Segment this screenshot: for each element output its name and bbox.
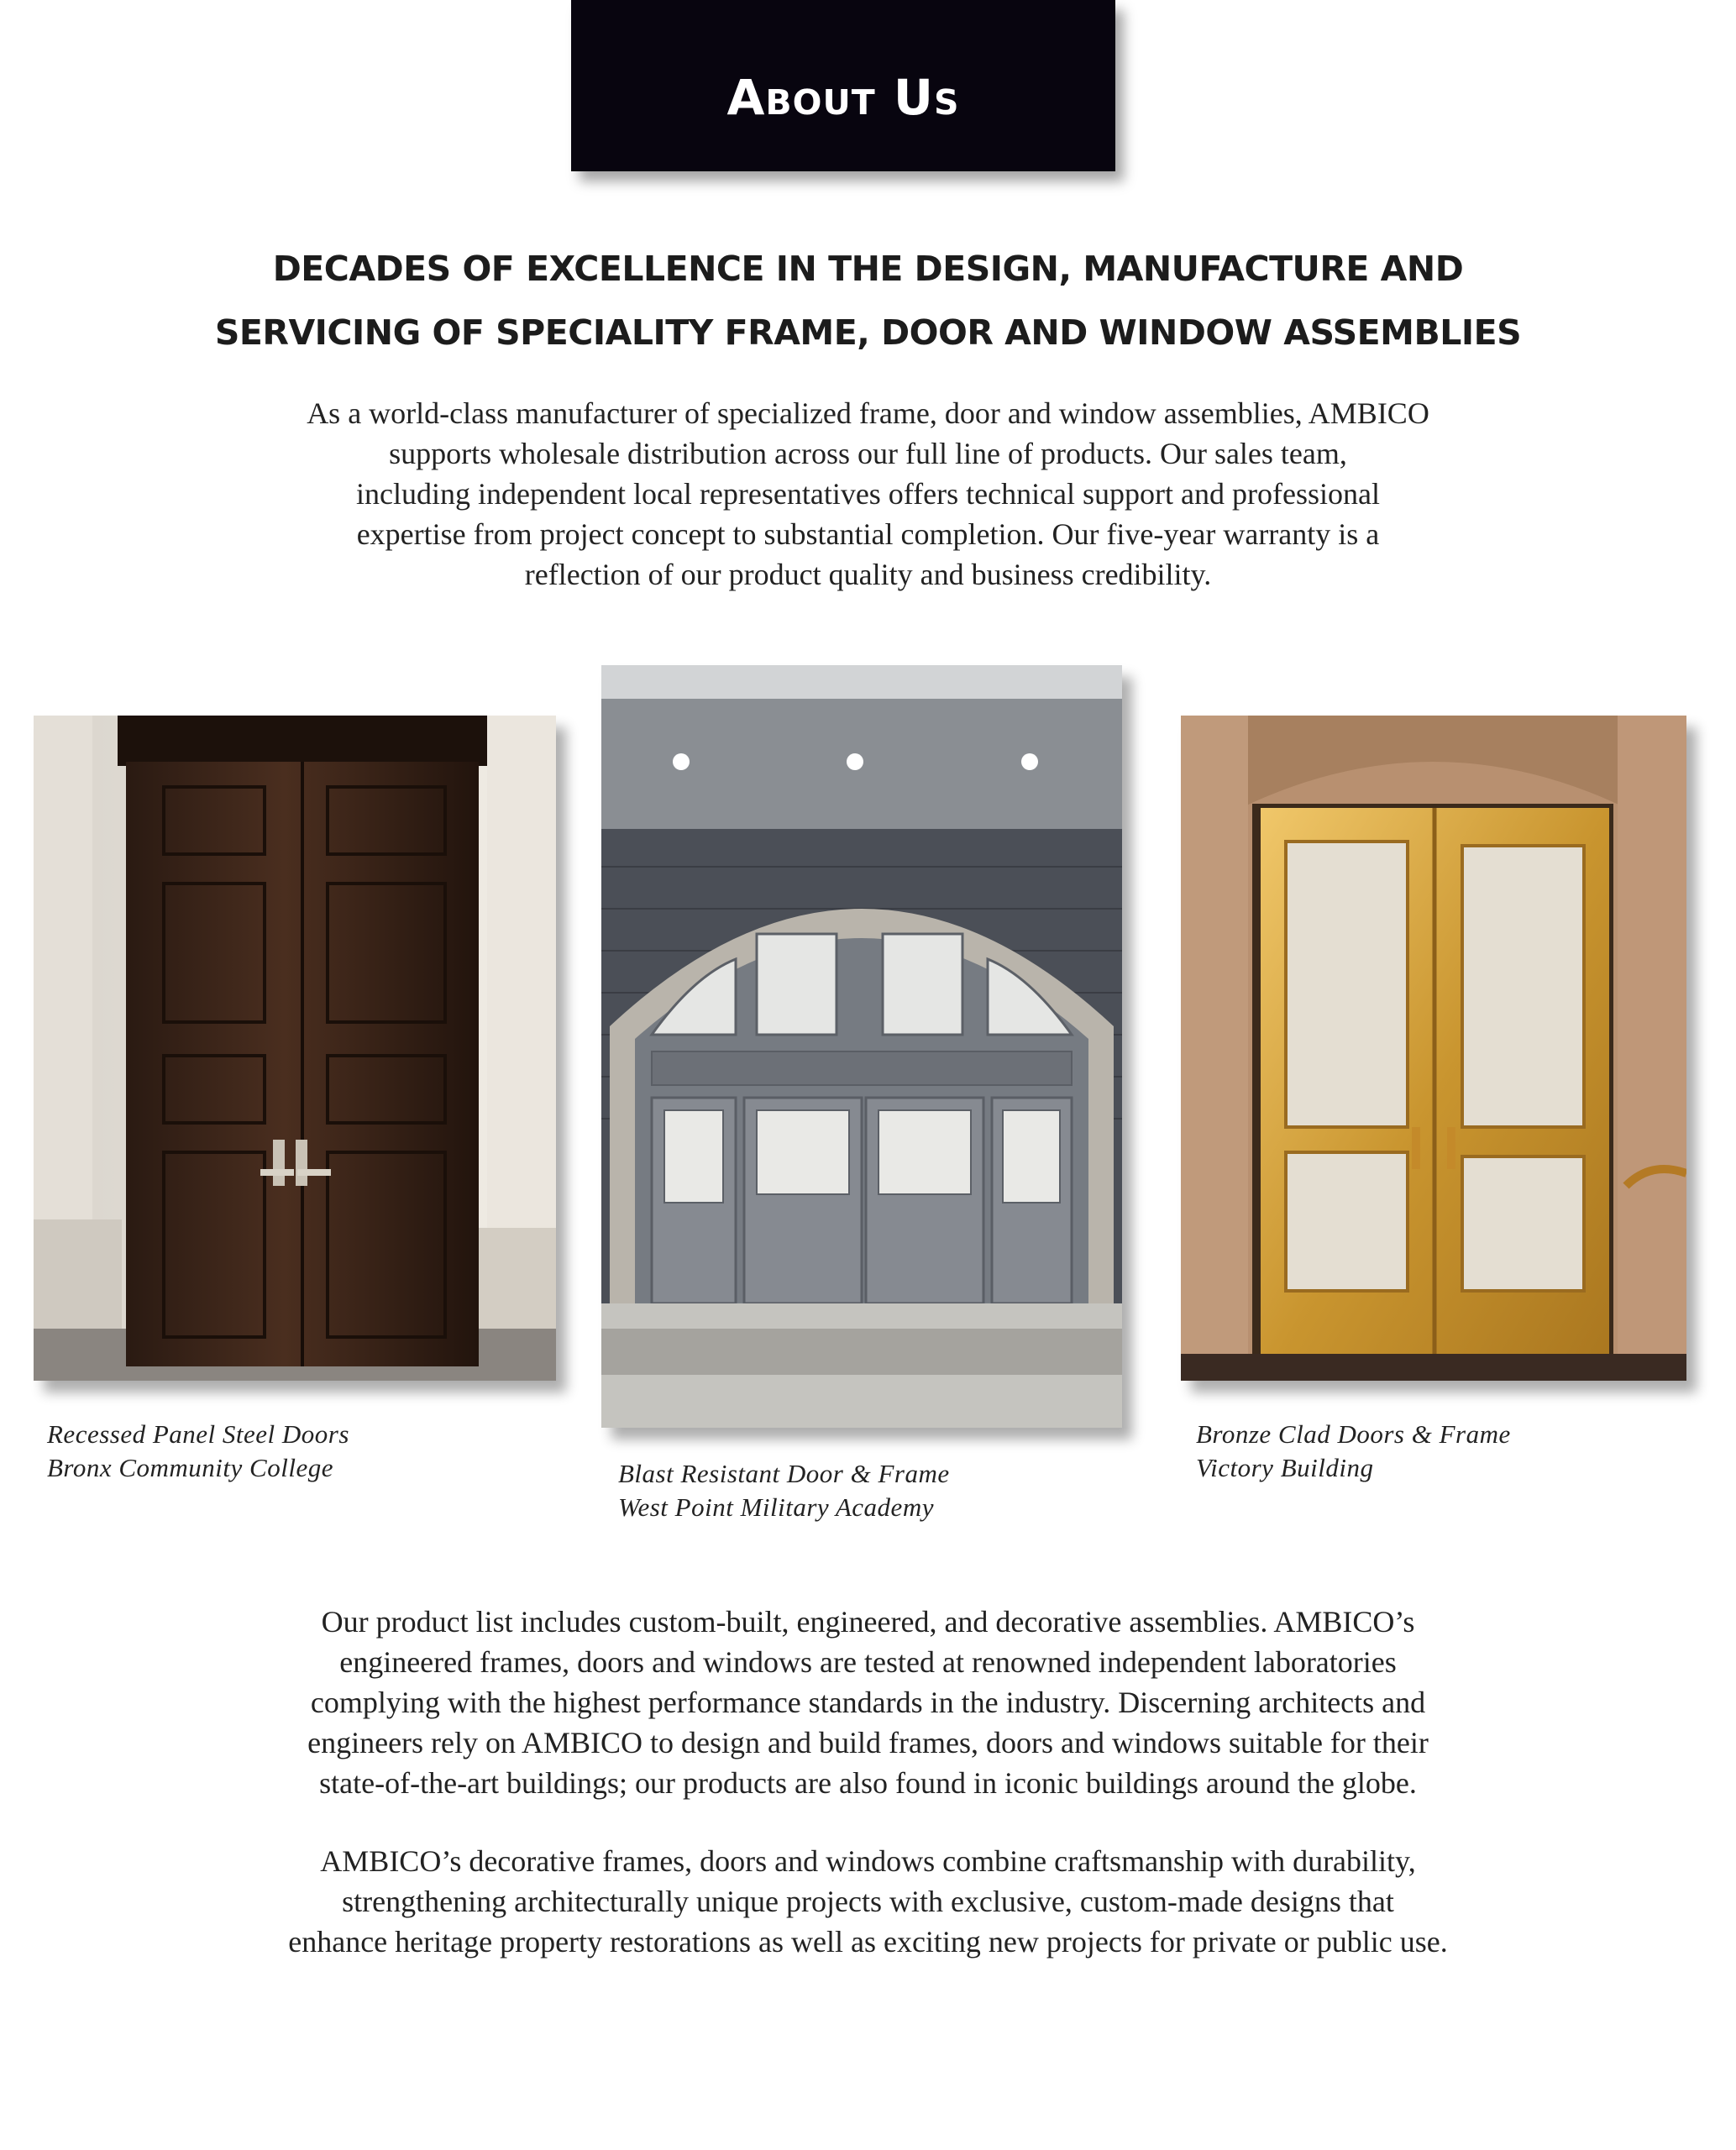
body-paragraph-decorative bbox=[0, 1841, 1736, 1962]
body-line: complying with the highest performance standards in the industry. Discerning architects and bbox=[310, 1686, 1426, 1719]
page-title: About Us bbox=[726, 69, 960, 126]
body-line: enhance heritage property restorations as well as exciting new projects for private or public use. bbox=[288, 1925, 1448, 1959]
headline-line: SERVICING OF SPECIALITY FRAME, DOOR AND WINDOW ASSEMBLIES bbox=[214, 312, 1522, 353]
caption-location: Victory Building bbox=[1196, 1453, 1374, 1482]
about-us-banner bbox=[571, 0, 1115, 171]
body-paragraph-products bbox=[0, 1602, 1736, 1803]
caption-title: Bronze Clad Doors & Frame bbox=[1196, 1419, 1511, 1449]
photo-bronze-clad-doors-frame bbox=[1181, 716, 1686, 1381]
caption-location: Bronx Community College bbox=[47, 1453, 333, 1482]
body-line: Our product list includes custom-built, engineered, and decorative assemblies. AMBICO’s bbox=[321, 1605, 1415, 1639]
intro-line: including independent local representatives offers technical support and professional bbox=[356, 477, 1380, 511]
body-line: AMBICO’s decorative frames, doors and windows combine craftsmanship with durability, bbox=[320, 1844, 1416, 1878]
photo-blast-resistant-door-frame bbox=[601, 665, 1122, 1428]
caption-title: Recessed Panel Steel Doors bbox=[47, 1419, 349, 1449]
intro-line: expertise from project concept to substantial completion. Our five-year warranty is a bbox=[356, 517, 1380, 551]
body-line: strengthening architecturally unique projects with exclusive, custom-made designs that bbox=[342, 1885, 1394, 1918]
intro-line: supports wholesale distribution across our full line of products. Our sales team, bbox=[389, 437, 1347, 470]
caption-blast-resistant-door-frame bbox=[618, 1457, 950, 1524]
caption-bronze-clad-doors-frame bbox=[1196, 1418, 1511, 1485]
intro-line: As a world-class manufacturer of specialized frame, door and window assemblies, AMBICO bbox=[307, 396, 1429, 430]
photo-recessed-panel-steel-doors bbox=[34, 716, 556, 1381]
headline-line: DECADES OF EXCELLENCE IN THE DESIGN, MANUFACTURE AND bbox=[272, 249, 1464, 289]
body-line: engineers rely on AMBICO to design and build frames, doors and windows suitable for their bbox=[307, 1726, 1429, 1759]
headline bbox=[0, 237, 1736, 364]
intro-line: reflection of our product quality and business credibility. bbox=[524, 558, 1212, 591]
intro-paragraph bbox=[0, 393, 1736, 595]
caption-location: West Point Military Academy bbox=[618, 1492, 934, 1522]
body-line: engineered frames, doors and windows are tested at renowned independent laboratories bbox=[339, 1645, 1397, 1679]
caption-recessed-panel-steel-doors bbox=[47, 1418, 349, 1485]
caption-title: Blast Resistant Door & Frame bbox=[618, 1459, 950, 1488]
body-line: state-of-the-art buildings; our products are also found in iconic buildings around the globe. bbox=[319, 1766, 1417, 1800]
